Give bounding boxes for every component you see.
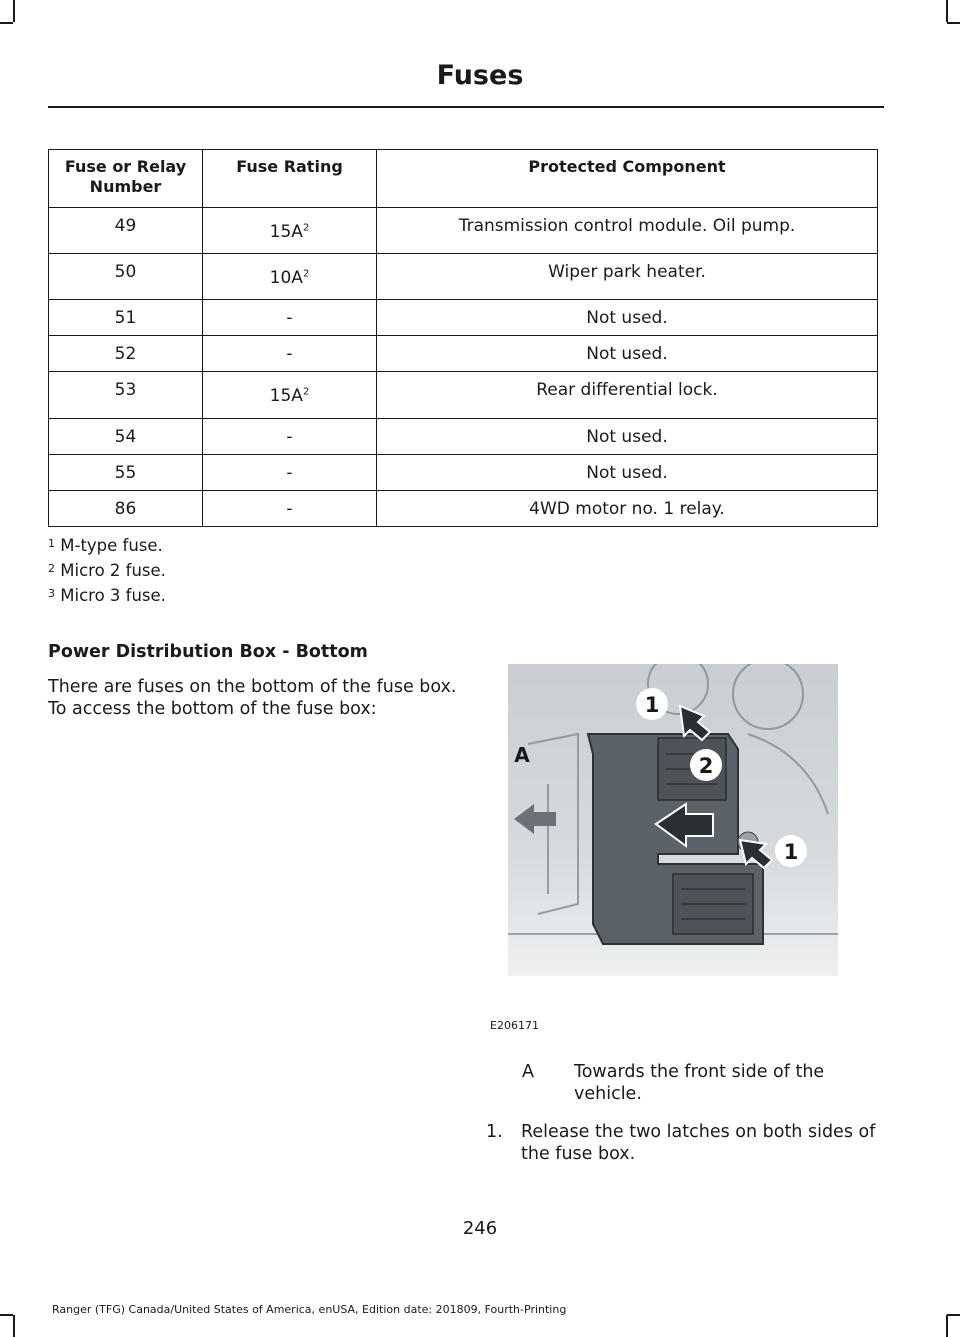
table-row bbox=[49, 336, 878, 372]
footnotes bbox=[48, 533, 166, 608]
protected-component: Wiper park heater. bbox=[377, 254, 878, 300]
table-row bbox=[49, 208, 878, 254]
crop-mark bbox=[947, 22, 960, 24]
crop-mark bbox=[946, 1315, 948, 1337]
fuse-rating: - bbox=[203, 336, 377, 372]
footnote: $^2$ Micro 2 fuse. bbox=[48, 561, 166, 580]
legend-text: Release the two latches on both sides of the fuse box. bbox=[521, 1122, 876, 1164]
fuse-table bbox=[48, 149, 878, 527]
fuse-rating: - bbox=[203, 455, 377, 491]
protected-component: Not used. bbox=[377, 300, 878, 336]
fuse-number: 53 bbox=[49, 372, 203, 419]
page-footer: Ranger (TFG) Canada/United States of America, enUSA, Edition date: 201809, Fourth-Printing bbox=[52, 1303, 567, 1316]
callout-a: A bbox=[514, 743, 530, 767]
protected-component: Not used. bbox=[377, 455, 878, 491]
crop-mark bbox=[947, 1314, 960, 1316]
header-fuse-number: Fuse or Relay Number bbox=[49, 150, 203, 208]
table-row bbox=[49, 372, 878, 419]
legend-text: Towards the front side of the vehicle. bbox=[574, 1062, 825, 1104]
fuse-box-illustration bbox=[508, 664, 838, 976]
page-number: 246 bbox=[462, 1218, 498, 1239]
callout-1-bottom: 1 bbox=[783, 840, 799, 864]
crop-mark bbox=[13, 1315, 15, 1337]
fuse-number: 54 bbox=[49, 419, 203, 455]
crop-mark bbox=[0, 1314, 13, 1316]
fuse-rating: $10A^2$ bbox=[203, 254, 377, 300]
footnote: $^3$ Micro 3 fuse. bbox=[48, 586, 166, 605]
section-body: There are fuses on the bottom of the fuse box. To access the bottom of the fuse box: bbox=[48, 677, 457, 719]
fuse-rating: $15A^2$ bbox=[203, 372, 377, 419]
fuse-rating: $15A^2$ bbox=[203, 208, 377, 254]
fuse-number: 86 bbox=[49, 491, 203, 527]
fuse-number: 52 bbox=[49, 336, 203, 372]
legend-key: A bbox=[522, 1062, 534, 1082]
fuse-number: 49 bbox=[49, 208, 203, 254]
fuse-number: 51 bbox=[49, 300, 203, 336]
page-title: Fuses bbox=[436, 60, 524, 91]
protected-component: 4WD motor no. 1 relay. bbox=[377, 491, 878, 527]
legend-key: 1. bbox=[486, 1122, 503, 1142]
crop-mark bbox=[13, 0, 15, 22]
crop-mark bbox=[946, 0, 948, 22]
protected-component: Not used. bbox=[377, 336, 878, 372]
table-row bbox=[49, 491, 878, 527]
callout-1-top: 1 bbox=[644, 693, 660, 717]
fuse-rating: - bbox=[203, 300, 377, 336]
header-fuse-rating: Fuse Rating bbox=[203, 150, 377, 208]
header-protected-component: Protected Component bbox=[377, 150, 878, 208]
figure-code: E206171 bbox=[490, 1019, 539, 1032]
fuse-rating: - bbox=[203, 491, 377, 527]
fuse-rating: - bbox=[203, 419, 377, 455]
callout-2: 2 bbox=[698, 754, 714, 778]
table-row bbox=[49, 419, 878, 455]
title-divider bbox=[48, 106, 884, 108]
table-header-row bbox=[49, 150, 878, 208]
crop-mark bbox=[0, 22, 13, 24]
fuse-number: 55 bbox=[49, 455, 203, 491]
table-row bbox=[49, 254, 878, 300]
section-heading: Power Distribution Box - Bottom bbox=[48, 642, 368, 662]
protected-component: Rear differential lock. bbox=[377, 372, 878, 419]
table-row bbox=[49, 300, 878, 336]
table-row bbox=[49, 455, 878, 491]
footnote: $^1$ M-type fuse. bbox=[48, 536, 163, 555]
protected-component: Transmission control module. Oil pump. bbox=[377, 208, 878, 254]
protected-component: Not used. bbox=[377, 419, 878, 455]
fuse-number: 50 bbox=[49, 254, 203, 300]
